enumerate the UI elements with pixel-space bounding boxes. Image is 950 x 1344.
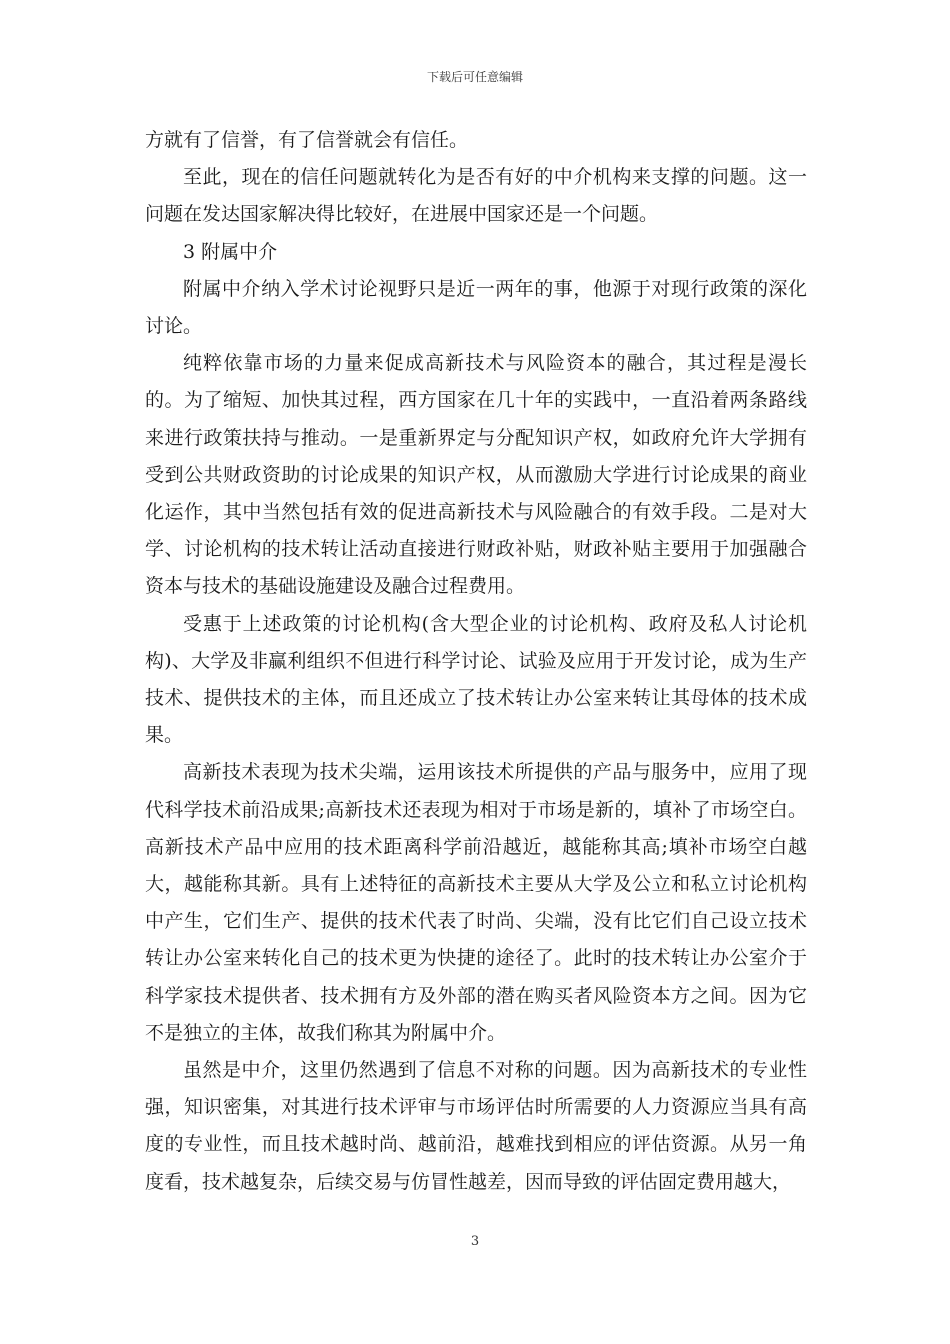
- paragraph: 至此，现在的信任问题就转化为是否有好的中介机构来支撑的问题。这一问题在发达国家解决得比较好，在进展中国家还是一个问题。: [145, 166, 807, 226]
- paragraph: 受惠于上述政策的讨论机构(含大型企业的讨论机构、政府及私人讨论机构)、大学及非赢利组织不但进行科学讨论、试验及应用于开发讨论，成为生产技术、提供技术的主体，而且还成立了技术转让办公室来转让其母体的技术成果。: [145, 612, 807, 747]
- page-header: 下载后可任意编辑: [426, 70, 523, 84]
- paragraph: 高新技术表现为技术尖端，运用该技术所提供的产品与服务中，应用了现代科学技术前沿成果;高新技术还表现为相对于市场是新的，填补了市场空白。高新技术产品中应用的技术距离科学前沿越近，越能称其高;填补市场空白越大，越能称其新。具有上述特征的高新技术主要从大学及公立和私立讨论机构中产生，它们生产、提供的技术代表了时尚、尖端，没有比它们自己设立技术转让办公室来转化自己的技术更为快捷的途径了。此时的技术转让办公室介于科学家技术提供者、技术拥有方及外部的潜在购买者风险资本方之间。因为它不是独立的主体，故我们称其为附属中介。: [145, 761, 807, 1044]
- section-heading: 3 附属中介: [183, 240, 278, 263]
- paragraph: 纯粹依靠市场的力量来促成高新技术与风险资本的融合，其过程是漫长的。为了缩短、加快其过程，西方国家在几十年的实践中，一直沿着两条路线来进行政策扶持与推动。一是重新界定与分配知识产权，如政府允许大学拥有受到公共财政资助的讨论成果的知识产权，从而激励大学进行讨论成果的商业化运作，其中当然包括有效的促进高新技术与风险融合的有效手段。二是对大学、讨论机构的技术转让活动直接进行财政补贴，财政补贴主要用于加强融合资本与技术的基础设施建设及融合过程费用。: [145, 352, 807, 598]
- page-number: 3: [470, 1234, 480, 1249]
- paragraph-continuation: 方就有了信誉，有了信誉就会有信任。: [145, 129, 469, 151]
- paragraph: 虽然是中介，这里仍然遇到了信息不对称的问题。因为高新技术的专业性强，知识密集，对其进行技术评审与市场评估时所需要的人力资源应当具有高度的专业性，而且技术越时尚、越前沿，越难找到相应的评估资源。从另一角度看，技术越复杂，后续交易与仿冒性越差，因而导致的评估固定费用越大，: [145, 1059, 807, 1193]
- paragraph: 附属中介纳入学术讨论视野只是近一两年的事，他源于对现行政策的深化讨论。: [145, 277, 807, 338]
- document-body: [145, 122, 807, 1201]
